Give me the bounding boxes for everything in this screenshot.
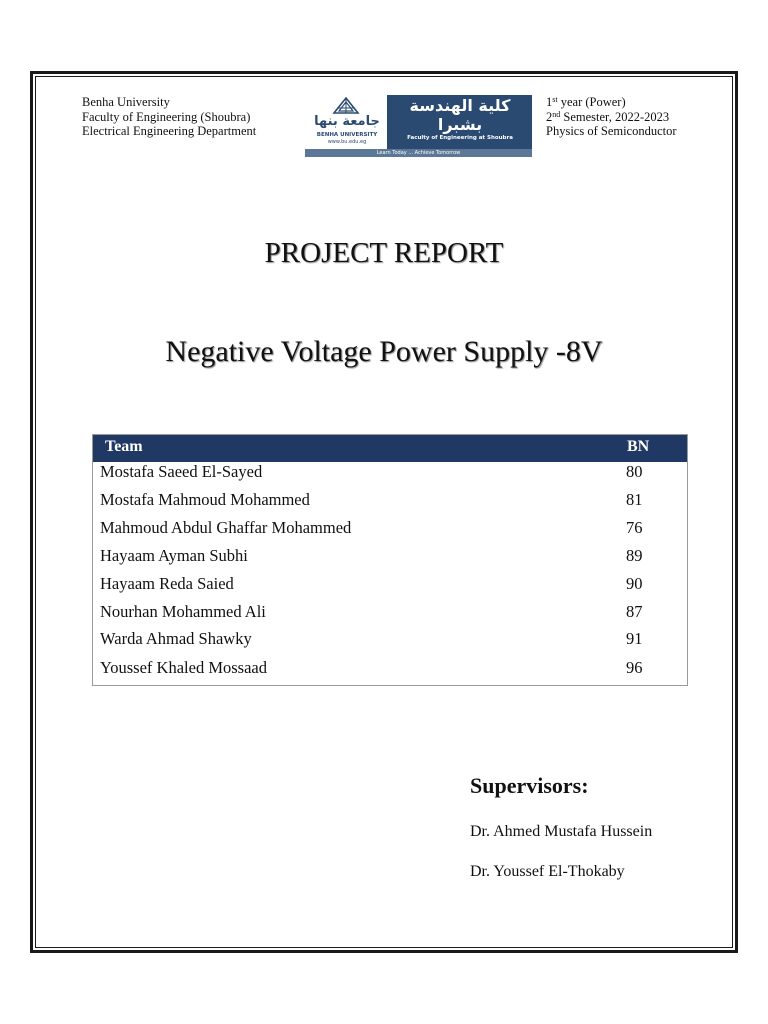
member-name: Mahmoud Abdul Ghaffar Mohammed bbox=[100, 518, 352, 537]
member-name: Warda Ahmad Shawky bbox=[100, 629, 252, 648]
table-row bbox=[93, 518, 687, 542]
semester-text: Semester, 2022-2023 bbox=[560, 109, 670, 124]
member-bn: 96 bbox=[626, 658, 643, 677]
supervisors-heading: Supervisors: bbox=[470, 773, 589, 798]
department-name: Electrical Engineering Department bbox=[82, 124, 257, 139]
logo-arabic-university: جامعة بنها bbox=[314, 114, 380, 129]
member-bn: 80 bbox=[626, 462, 643, 481]
semester-number: 2 bbox=[546, 109, 553, 124]
university-name: Benha University bbox=[82, 95, 170, 109]
team-table-header bbox=[93, 435, 687, 462]
table-row bbox=[93, 546, 687, 570]
logo-english-university: BENHA UNIVERSITY bbox=[316, 132, 378, 138]
header-bn: BN bbox=[627, 438, 650, 455]
table-row bbox=[93, 574, 687, 598]
logo-arabic-faculty-line1: كلية الهندسة bbox=[409, 96, 511, 115]
institution-block bbox=[82, 95, 256, 139]
member-bn: 81 bbox=[626, 490, 643, 509]
course-year bbox=[546, 95, 677, 110]
table-row bbox=[93, 629, 687, 653]
member-bn: 91 bbox=[626, 629, 643, 648]
table-row bbox=[93, 462, 687, 486]
supervisor-name: Dr. Youssef El-Thokaby bbox=[470, 863, 625, 880]
year-number: 1 bbox=[546, 95, 553, 109]
year-suffix: st bbox=[552, 95, 558, 104]
table-row bbox=[93, 490, 687, 514]
team-table bbox=[92, 434, 688, 686]
logo-url: www.bu.edu.eg bbox=[327, 139, 367, 145]
year-text: year (Power) bbox=[557, 95, 626, 109]
course-block bbox=[546, 95, 677, 139]
member-bn: 87 bbox=[626, 602, 643, 621]
member-name: Hayaam Ayman Subhi bbox=[100, 546, 248, 565]
faculty-name: Faculty of Engineering (Shoubra) bbox=[82, 109, 251, 124]
supervisor-name: Dr. Ahmed Mustafa Hussein bbox=[470, 823, 653, 840]
project-title: Negative Voltage Power Supply -8V bbox=[165, 335, 603, 368]
header-team: Team bbox=[105, 438, 143, 455]
member-bn: 76 bbox=[626, 518, 643, 537]
course-name: Physics of Semiconductor bbox=[546, 124, 677, 139]
semester-suffix: nd bbox=[552, 109, 561, 119]
member-bn: 89 bbox=[626, 546, 643, 565]
logo-arabic-faculty bbox=[391, 96, 529, 134]
member-bn: 90 bbox=[626, 574, 643, 593]
table-row bbox=[93, 658, 687, 682]
course-semester bbox=[546, 110, 677, 125]
logo-arabic-faculty-line2: بشبرا bbox=[437, 115, 483, 134]
table-row bbox=[93, 602, 687, 626]
logo-slogan: Learn Today ... Achieve Tomorrow bbox=[376, 150, 461, 156]
member-name: Hayaam Reda Saied bbox=[100, 574, 234, 593]
member-name: Nourhan Mohammed Ali bbox=[100, 602, 266, 621]
faculty-logo bbox=[305, 95, 532, 157]
university-emblem-icon bbox=[331, 97, 361, 115]
report-title: PROJECT REPORT bbox=[264, 237, 504, 269]
member-name: Mostafa Saeed El-Sayed bbox=[100, 462, 263, 481]
logo-english-faculty: Faculty of Engineering at Shoubra bbox=[407, 135, 513, 141]
member-name: Youssef Khaled Mossaad bbox=[100, 658, 267, 677]
member-name: Mostafa Mahmoud Mohammed bbox=[100, 490, 310, 509]
